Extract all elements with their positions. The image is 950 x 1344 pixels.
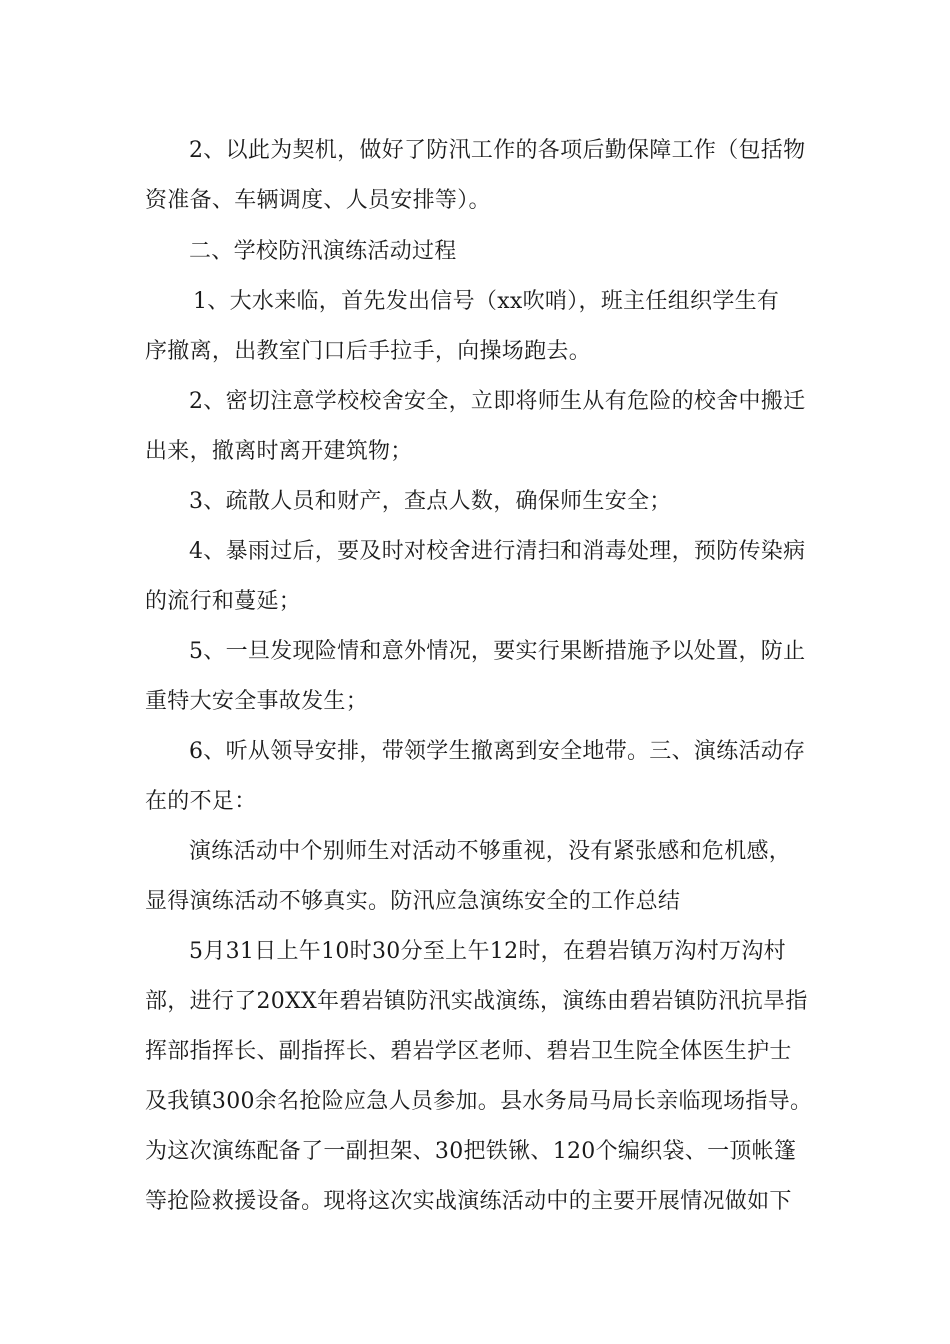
text-line: 5、一旦发现险情和意外情况，要实行果断措施予以处置，防止 [189, 639, 806, 664]
text-line: 及我镇300余名抢险应急人员参加。县水务局马局长亲临现场指导。 [145, 1089, 813, 1114]
text-line: 6、听从领导安排，带领学生撤离到安全地带。三、演练活动存 [189, 739, 806, 764]
text-line: 4、暴雨过后，要及时对校舍进行清扫和消毒处理，预防传染病 [189, 539, 806, 564]
section-heading: 二、学校防汛演练活动过程 [189, 239, 457, 264]
text-line: 在的不足： [145, 789, 257, 814]
text-line: 重特大安全事故发生； [145, 689, 369, 714]
text-line: 3、疏散人员和财产，查点人数，确保师生安全； [189, 489, 672, 514]
text-line: 资准备、车辆调度、人员安排等）。 [145, 188, 491, 213]
text-line: 为这次演练配备了一副担架、30把铁锹、120个编织袋、一顶帐篷 [145, 1139, 797, 1164]
text-line: 显得演练活动不够真实。防汛应急演练安全的工作总结 [145, 889, 681, 914]
text-line: 演练活动中个别师生对活动不够重视，没有紧张感和危机感， [189, 839, 792, 864]
text-line: 挥部指挥长、副指挥长、碧岩学区老师、碧岩卫生院全体医生护士 [145, 1039, 792, 1064]
text-line: 5月31日上午10时30分至上午12时，在碧岩镇万沟村万沟村 [189, 939, 786, 964]
text-line: 序撤离，出教室门口后手拉手，向操场跑去。 [145, 339, 592, 364]
text-line: 部，进行了20XX年碧岩镇防汛实战演练，演练由碧岩镇防汛抗旱指 [145, 989, 808, 1014]
text-line: 出来，撤离时离开建筑物； [145, 439, 413, 464]
text-line: 2、密切注意学校校舍安全，立即将师生从有危险的校舍中搬迁 [189, 389, 806, 414]
text-line: 的流行和蔓延； [145, 589, 302, 614]
text-line: 等抢险救援设备。现将这次实战演练活动中的主要开展情况做如下 [145, 1189, 792, 1214]
text-line: 1、大水来临，首先发出信号（xx吹哨），班主任组织学生有 [193, 289, 780, 314]
text-line: 2、以此为契机，做好了防汛工作的各项后勤保障工作（包括物 [189, 138, 806, 163]
